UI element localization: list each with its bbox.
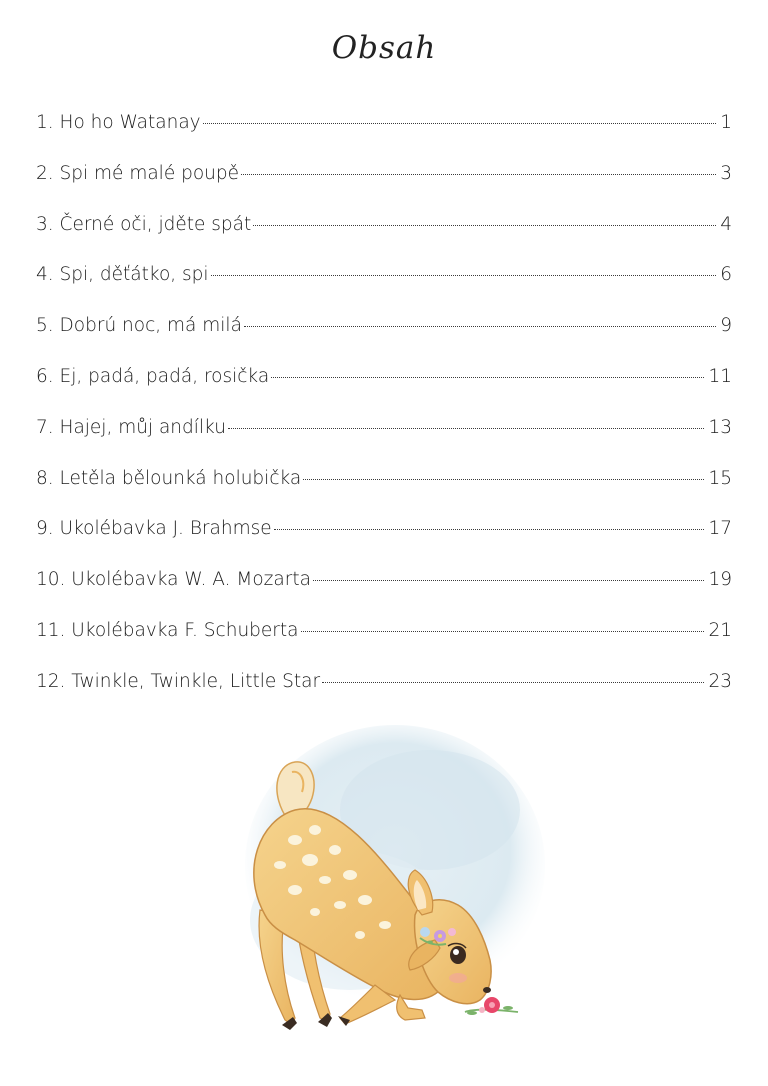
toc-entry-title: 9. Ukolébavka J. Brahmse [36, 518, 272, 540]
toc-entry[interactable] [36, 620, 732, 671]
toc-entry[interactable] [36, 163, 732, 214]
dot-leader [228, 428, 705, 429]
toc-entry[interactable] [36, 569, 732, 620]
dot-leader [241, 174, 716, 175]
toc-entry-page-number: 13 [708, 416, 732, 438]
dot-leader [271, 377, 704, 378]
dot-leader [244, 326, 716, 327]
toc-entry-page-number: 15 [708, 467, 732, 489]
toc-entry-page-number: 17 [708, 518, 732, 540]
toc-entry-title: 10. Ukolébavka W. A. Mozarta [36, 569, 311, 591]
table-of-contents [36, 112, 732, 722]
toc-entry-title: 8. Letěla bělounká holubička [36, 467, 302, 489]
toc-entry-title: 3. Černé oči, jděte spát [36, 213, 252, 235]
dot-leader [303, 479, 704, 480]
toc-entry-page-number: 21 [708, 619, 732, 641]
toc-entry-title: 5. Dobrú noc, má milá [36, 315, 242, 337]
toc-entry-page-number: 11 [708, 365, 732, 387]
dot-leader [322, 682, 704, 683]
dot-leader [301, 631, 705, 632]
toc-entry-page-number: 3 [720, 162, 732, 184]
toc-entry[interactable] [36, 112, 732, 163]
toc-entry-title: 11. Ukolébavka F. Schuberta [36, 619, 299, 641]
toc-entry-page-number: 9 [720, 315, 732, 337]
toc-entry-title: 2. Spi mé malé poupě [36, 162, 239, 184]
fawn-icon [200, 700, 560, 1070]
toc-entry-page-number: 19 [708, 569, 732, 591]
dot-leader [203, 123, 717, 124]
toc-entry-page-number: 1 [720, 112, 732, 133]
toc-entry-title: 4. Spi, děťátko, spi [36, 264, 209, 286]
toc-entry-title: 7. Hajej, můj andílku [36, 416, 226, 438]
toc-entry[interactable] [36, 468, 732, 519]
toc-entry-page-number: 23 [708, 670, 732, 692]
toc-entry-title: 1. Ho ho Watanay [36, 112, 201, 133]
dot-leader [211, 275, 717, 276]
toc-entry[interactable] [36, 417, 732, 468]
toc-entry[interactable] [36, 518, 732, 569]
toc-entry-title: 12. Twinkle, Twinkle, Little Star [36, 670, 321, 692]
dot-leader [274, 529, 705, 530]
page-title: Obsah [331, 30, 437, 66]
dot-leader [253, 225, 716, 226]
toc-entry-page-number: 6 [720, 264, 732, 286]
toc-entry[interactable] [36, 264, 732, 315]
toc-entry-title: 6. Ej, padá, padá, rosička [36, 365, 270, 387]
dot-leader [313, 580, 705, 581]
toc-entry[interactable] [36, 366, 732, 417]
toc-entry-page-number: 4 [720, 213, 732, 235]
toc-entry[interactable] [36, 315, 732, 366]
toc-entry[interactable] [36, 214, 732, 265]
